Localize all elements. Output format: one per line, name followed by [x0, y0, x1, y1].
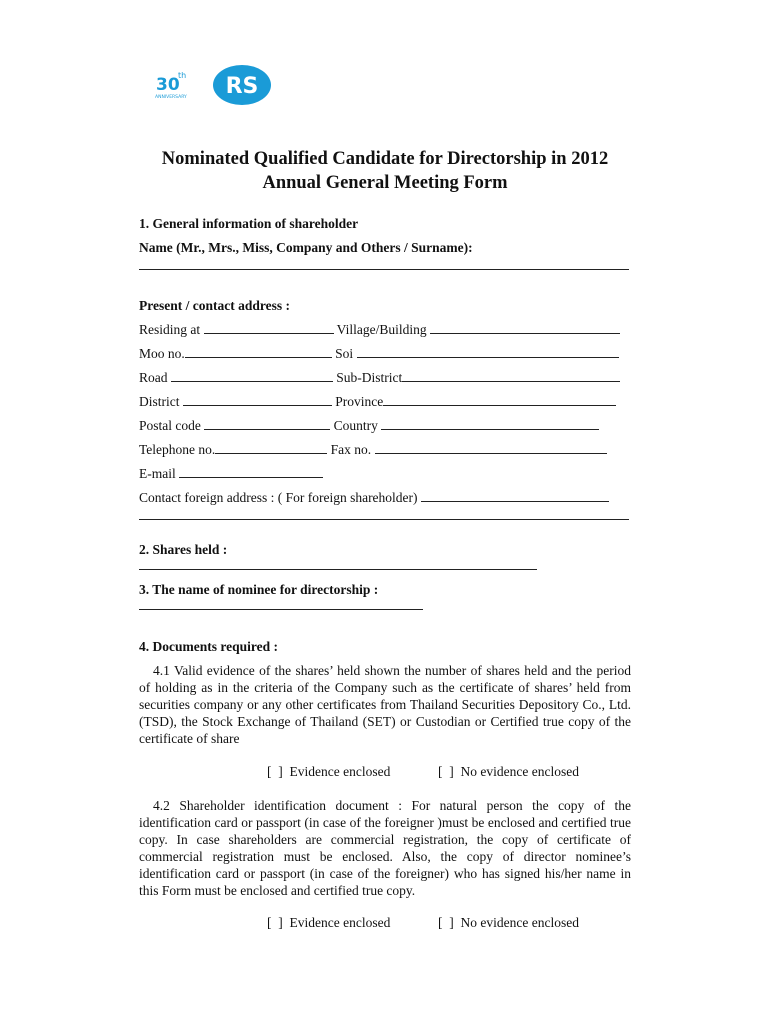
- soi-field[interactable]: [357, 345, 619, 358]
- address-heading: Present / contact address :: [139, 298, 290, 313]
- logo-anniversary-suffix: th: [178, 71, 187, 80]
- moo-label: Moo no.: [139, 346, 185, 361]
- residing-field[interactable]: [204, 321, 334, 334]
- shares-held-field[interactable]: [139, 569, 537, 570]
- company-logo: [152, 64, 282, 106]
- foreign-address-field[interactable]: [421, 489, 609, 502]
- section2-heading: 2. Shares held :: [139, 542, 228, 557]
- section3-heading: 3. The name of nominee for directorship :: [139, 582, 379, 597]
- item2-text: 4.2 Shareholder identification document : For natural person the copy of the identification card or passport (in case of the foreigner )must be enclosed and certified true copy. In case shareholders are commercial registration, the copy of certificate of commercial registration must be enclosed. Also, the copy of director nominee’s identification card or passport (in case of the foreigner) who has signed his/her name in this Form must be enclosed and certified true copy.: [139, 798, 631, 898]
- logo-brand-text: RS: [225, 74, 259, 99]
- item1-no-evidence-checkbox[interactable]: [ ] No evidence enclosed: [438, 764, 579, 779]
- item1-text: 4.1 Valid evidence of the shares’ held shown the number of shares held and the period of holding as in the criteria of the Company such as the certificate of shares’ held from securities company or any other certificates from Thailand Securities Depository Co., Ltd. (TSD), the Stock Exchange of Thailand (SET) or Custodian or Certified true copy of the certificate of share: [139, 663, 631, 746]
- item2-no-evidence-checkbox[interactable]: [ ] No evidence enclosed: [438, 915, 579, 930]
- logo-anniversary-word: ANNIVERSARY: [155, 95, 187, 100]
- section1-heading: 1. General information of shareholder: [139, 216, 359, 231]
- foreign-address-label: Contact foreign address : ( For foreign shareholder): [139, 490, 418, 505]
- form-title: [0, 147, 770, 195]
- road-field[interactable]: [171, 369, 333, 382]
- form-title-line2: Annual General Meeting Form: [262, 173, 508, 193]
- province-label: Province: [335, 394, 384, 409]
- subdistrict-label: Sub-District: [336, 370, 403, 385]
- fax-field[interactable]: [375, 441, 607, 454]
- district-row: [139, 393, 616, 410]
- village-field[interactable]: [430, 321, 620, 334]
- item1-evidence-checkbox[interactable]: [ ] Evidence enclosed: [267, 764, 391, 779]
- foreign-address-field-line2[interactable]: [139, 519, 629, 520]
- section4-heading: 4. Documents required :: [139, 639, 278, 654]
- road-label: Road: [139, 370, 168, 385]
- subdistrict-field[interactable]: [402, 369, 620, 382]
- postal-label: Postal code: [139, 418, 201, 433]
- email-row: [139, 465, 323, 482]
- email-label: E-mail: [139, 466, 176, 481]
- village-label: Village/Building: [336, 322, 427, 337]
- foreign-address-row: [139, 489, 609, 506]
- postal-row: [139, 417, 599, 434]
- name-field[interactable]: [139, 269, 629, 270]
- email-field[interactable]: [179, 465, 323, 478]
- telephone-row: [139, 441, 607, 458]
- district-label: District: [139, 394, 180, 409]
- residing-row: [139, 321, 620, 338]
- soi-label: Soi: [335, 346, 354, 361]
- residing-label: Residing at: [139, 322, 201, 337]
- name-label: Name (Mr., Mrs., Miss, Company and Others / Surname):: [139, 240, 473, 255]
- road-row: [139, 369, 620, 386]
- country-field[interactable]: [381, 417, 599, 430]
- postal-field[interactable]: [204, 417, 330, 430]
- moo-field[interactable]: [185, 345, 332, 358]
- province-field[interactable]: [383, 393, 616, 406]
- form-title-line1: Nominated Qualified Candidate for Directorship in 2012: [161, 149, 609, 169]
- nominee-name-field[interactable]: [139, 609, 423, 610]
- country-label: Country: [333, 418, 378, 433]
- item2-evidence-checkbox[interactable]: [ ] Evidence enclosed: [267, 915, 391, 930]
- telephone-label: Telephone no.: [139, 442, 216, 457]
- moo-row: [139, 345, 619, 362]
- logo-anniversary-number: 30: [156, 75, 180, 95]
- fax-label: Fax no.: [330, 442, 372, 457]
- telephone-field[interactable]: [215, 441, 327, 454]
- district-field[interactable]: [183, 393, 332, 406]
